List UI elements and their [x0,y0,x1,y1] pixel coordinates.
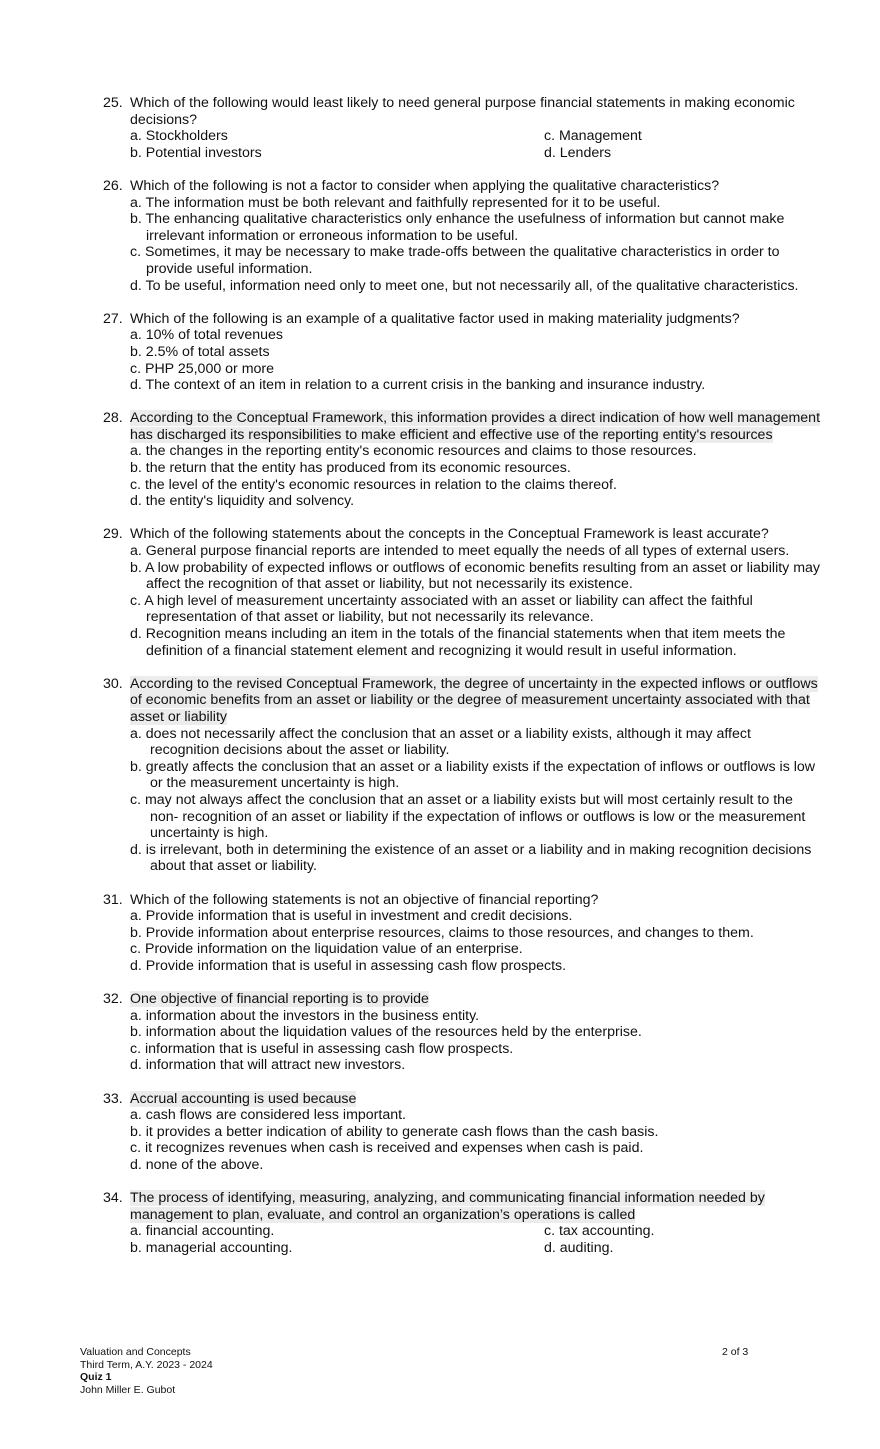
question-text: Which of the following statements about the concepts in the Conceptual Framework is least accurate? [130,526,769,543]
question [0,95,880,161]
answer-option: a. information about the investors in the business entity. [130,1007,480,1024]
answer-option: a. does not necessarily affect the conclusion that an asset or a liability exists, although it may affect recognition decisions about the asset or liability. [130,725,751,759]
answer-option: a. the changes in the reporting entity's economic resources and claims to those resources. [130,443,697,460]
answer-option: b. greatly affects the conclusion that an asset or a liability exists if the expectation of inflows or outflows is low or the measurement uncertainty is high. [130,758,816,792]
author: John Miller E. Gubot [80,1383,176,1396]
question [0,410,880,510]
answer-option: c. Provide information on the liquidation value of an enterprise. [130,941,523,958]
answer-options [130,1008,820,1074]
question-stem [130,1091,820,1108]
question [0,178,880,294]
question-stem [130,1190,820,1223]
question-stem [130,676,820,726]
answer-option: d. Provide information that is useful in assessing cash flow prospects. [130,957,567,974]
question-text: According to the revised Conceptual Framework, the degree of uncertainty in the expected inflows or outflows of economic benefits from an asset or liability or the degree of measurement uncertainty associated with that asset or liability [130,675,818,725]
question-stem [130,95,820,128]
answer-option: d. information that will attract new investors. [130,1057,406,1074]
quiz-title: Quiz 1 [80,1371,112,1384]
answer-options [130,195,820,295]
course-name: Valuation and Concepts [80,1346,191,1358]
question-stem [130,892,820,909]
answer-options [130,726,820,875]
question-number: 32. [103,991,123,1008]
answer-option: c. it recognizes revenues when cash is received and expenses when cash is paid. [130,1140,644,1157]
question-stem [130,410,820,443]
question [0,676,880,875]
answer-option: d. auditing. [544,1239,614,1256]
answer-option: d. is irrelevant, both in determining the existence of an asset or a liability and in making recognition decisions about that asset or liability. [130,841,812,875]
question-text: According to the Conceptual Framework, this information provides a direct indication of how well management has discharged its responsibilities to make efficient and effective use of the reporting entity's resources [130,410,821,443]
answer-option: d. The context of an item in relation to a current crisis in the banking and insurance industry. [130,377,706,394]
question-stem [130,311,820,328]
question-number: 33. [103,1090,123,1107]
question-text: Accrual accounting is used because [130,1090,357,1107]
question [0,892,880,975]
answer-options [130,1107,820,1173]
answer-options [130,1223,880,1256]
answer-option: d. Recognition means including an item in the totals of the financial statements when that item meets the definition of a financial statement element and recognizing it would result in useful information. [130,626,786,659]
answer-option: d. Lenders [544,144,612,161]
answer-options [130,128,880,161]
answer-options [130,908,820,974]
answer-option: a. financial accounting. [130,1223,275,1240]
question-text: Which of the following statements is not an objective of financial reporting? [130,891,599,908]
answer-option: c. tax accounting. [544,1223,655,1240]
term: Third Term, A.Y. 2023 - 2024 [80,1358,213,1371]
question-text: The process of identifying, measuring, analyzing, and communicating financial information needed by management to plan, evaluate, and control an organization’s operations is called [130,1190,765,1223]
question-number: 26. [103,177,123,194]
answer-options [130,443,820,509]
answer-option: b. Potential investors [130,144,262,161]
question-text: Which of the following is an example of a qualitative factor used in making materiality judgments? [130,310,740,327]
answer-option: b. it provides a better indication of ability to generate cash flows than the cash basis. [130,1123,659,1140]
answer-option: b. Provide information about enterprise resources, claims to those resources, and changes to them. [130,924,754,941]
question-number: 25. [103,95,123,111]
question-stem [130,526,820,543]
question-number: 30. [103,675,123,692]
answer-option: b. managerial accounting. [130,1239,293,1256]
answer-option: a. 10% of total revenues [130,327,284,344]
question-text: Which of the following is not a factor to consider when applying the qualitative characteristics? [130,177,720,194]
question-number: 29. [103,526,123,543]
answer-option: a. General purpose financial reports are intended to meet equally the needs of all types of external users. [130,543,790,560]
question [0,1190,880,1256]
answer-options [130,543,820,659]
question [0,311,880,394]
answer-option: c. PHP 25,000 or more [130,360,275,377]
answer-option: d. none of the above. [130,1157,264,1173]
question-number: 34. [103,1190,123,1207]
footer [80,1346,213,1396]
answer-option: b. the return that the entity has produced from its economic resources. [130,460,571,477]
question-text: One objective of financial reporting is to provide [130,991,429,1008]
question-stem [130,991,820,1008]
answer-option: a. Stockholders [130,128,228,145]
answer-option: a. The information must be both relevant and faithfully represented for it to be useful. [130,194,661,211]
answer-option: c. may not always affect the conclusion that an asset or a liability exists but will most certainly result to the non- recognition of an asset or liability if the expectation of inflows or outflows is low or the measurement uncertainty is high. [130,791,806,842]
page-number: 2 of 3 [722,1346,749,1358]
question-text: Which of the following would least likely to need general purpose financial statements in making economic decisions? [130,95,795,128]
answer-option: c. A high level of measurement uncertainty associated with an asset or liability can affect the faithful representation of that asset or liability, but not necessarily its relevance. [130,592,753,626]
answer-option: b. 2.5% of total assets [130,343,270,360]
question [0,991,880,1074]
answer-option: b. information about the liquidation values of the resources held by the enterprise. [130,1024,642,1041]
answer-option: c. the level of the entity's economic resources in relation to the claims thereof. [130,476,617,493]
answer-option: a. cash flows are considered less important. [130,1107,406,1124]
answer-option: c. Sometimes, it may be necessary to make trade-offs between the qualitative characteristics in order to provide useful information. [130,244,780,277]
question [0,1091,880,1174]
answer-option: a. Provide information that is useful in investment and credit decisions. [130,908,573,925]
answer-option: b. The enhancing qualitative characteristics only enhance the usefulness of information but cannot make irrelevant information or erroneous information to be useful. [130,211,785,244]
question-number: 27. [103,310,123,327]
answer-option: d. To be useful, information need only to meet one, but not necessarily all, of the qualitative characteristics. [130,277,799,294]
question-number: 31. [103,891,123,908]
answer-option: d. the entity's liquidity and solvency. [130,493,355,510]
question [0,526,880,659]
answer-options [130,327,820,393]
answer-option: c. information that is useful in assessing cash flow prospects. [130,1040,514,1057]
question-stem [130,178,820,195]
answer-option: b. A low probability of expected inflows or outflows of economic benefits resulting from an asset or liability may affect the recognition of that asset or liability, but not necessarily its existence. [130,559,821,593]
question-number: 28. [103,410,123,427]
answer-option: c. Management [544,128,642,145]
quiz-questions [0,95,880,1273]
